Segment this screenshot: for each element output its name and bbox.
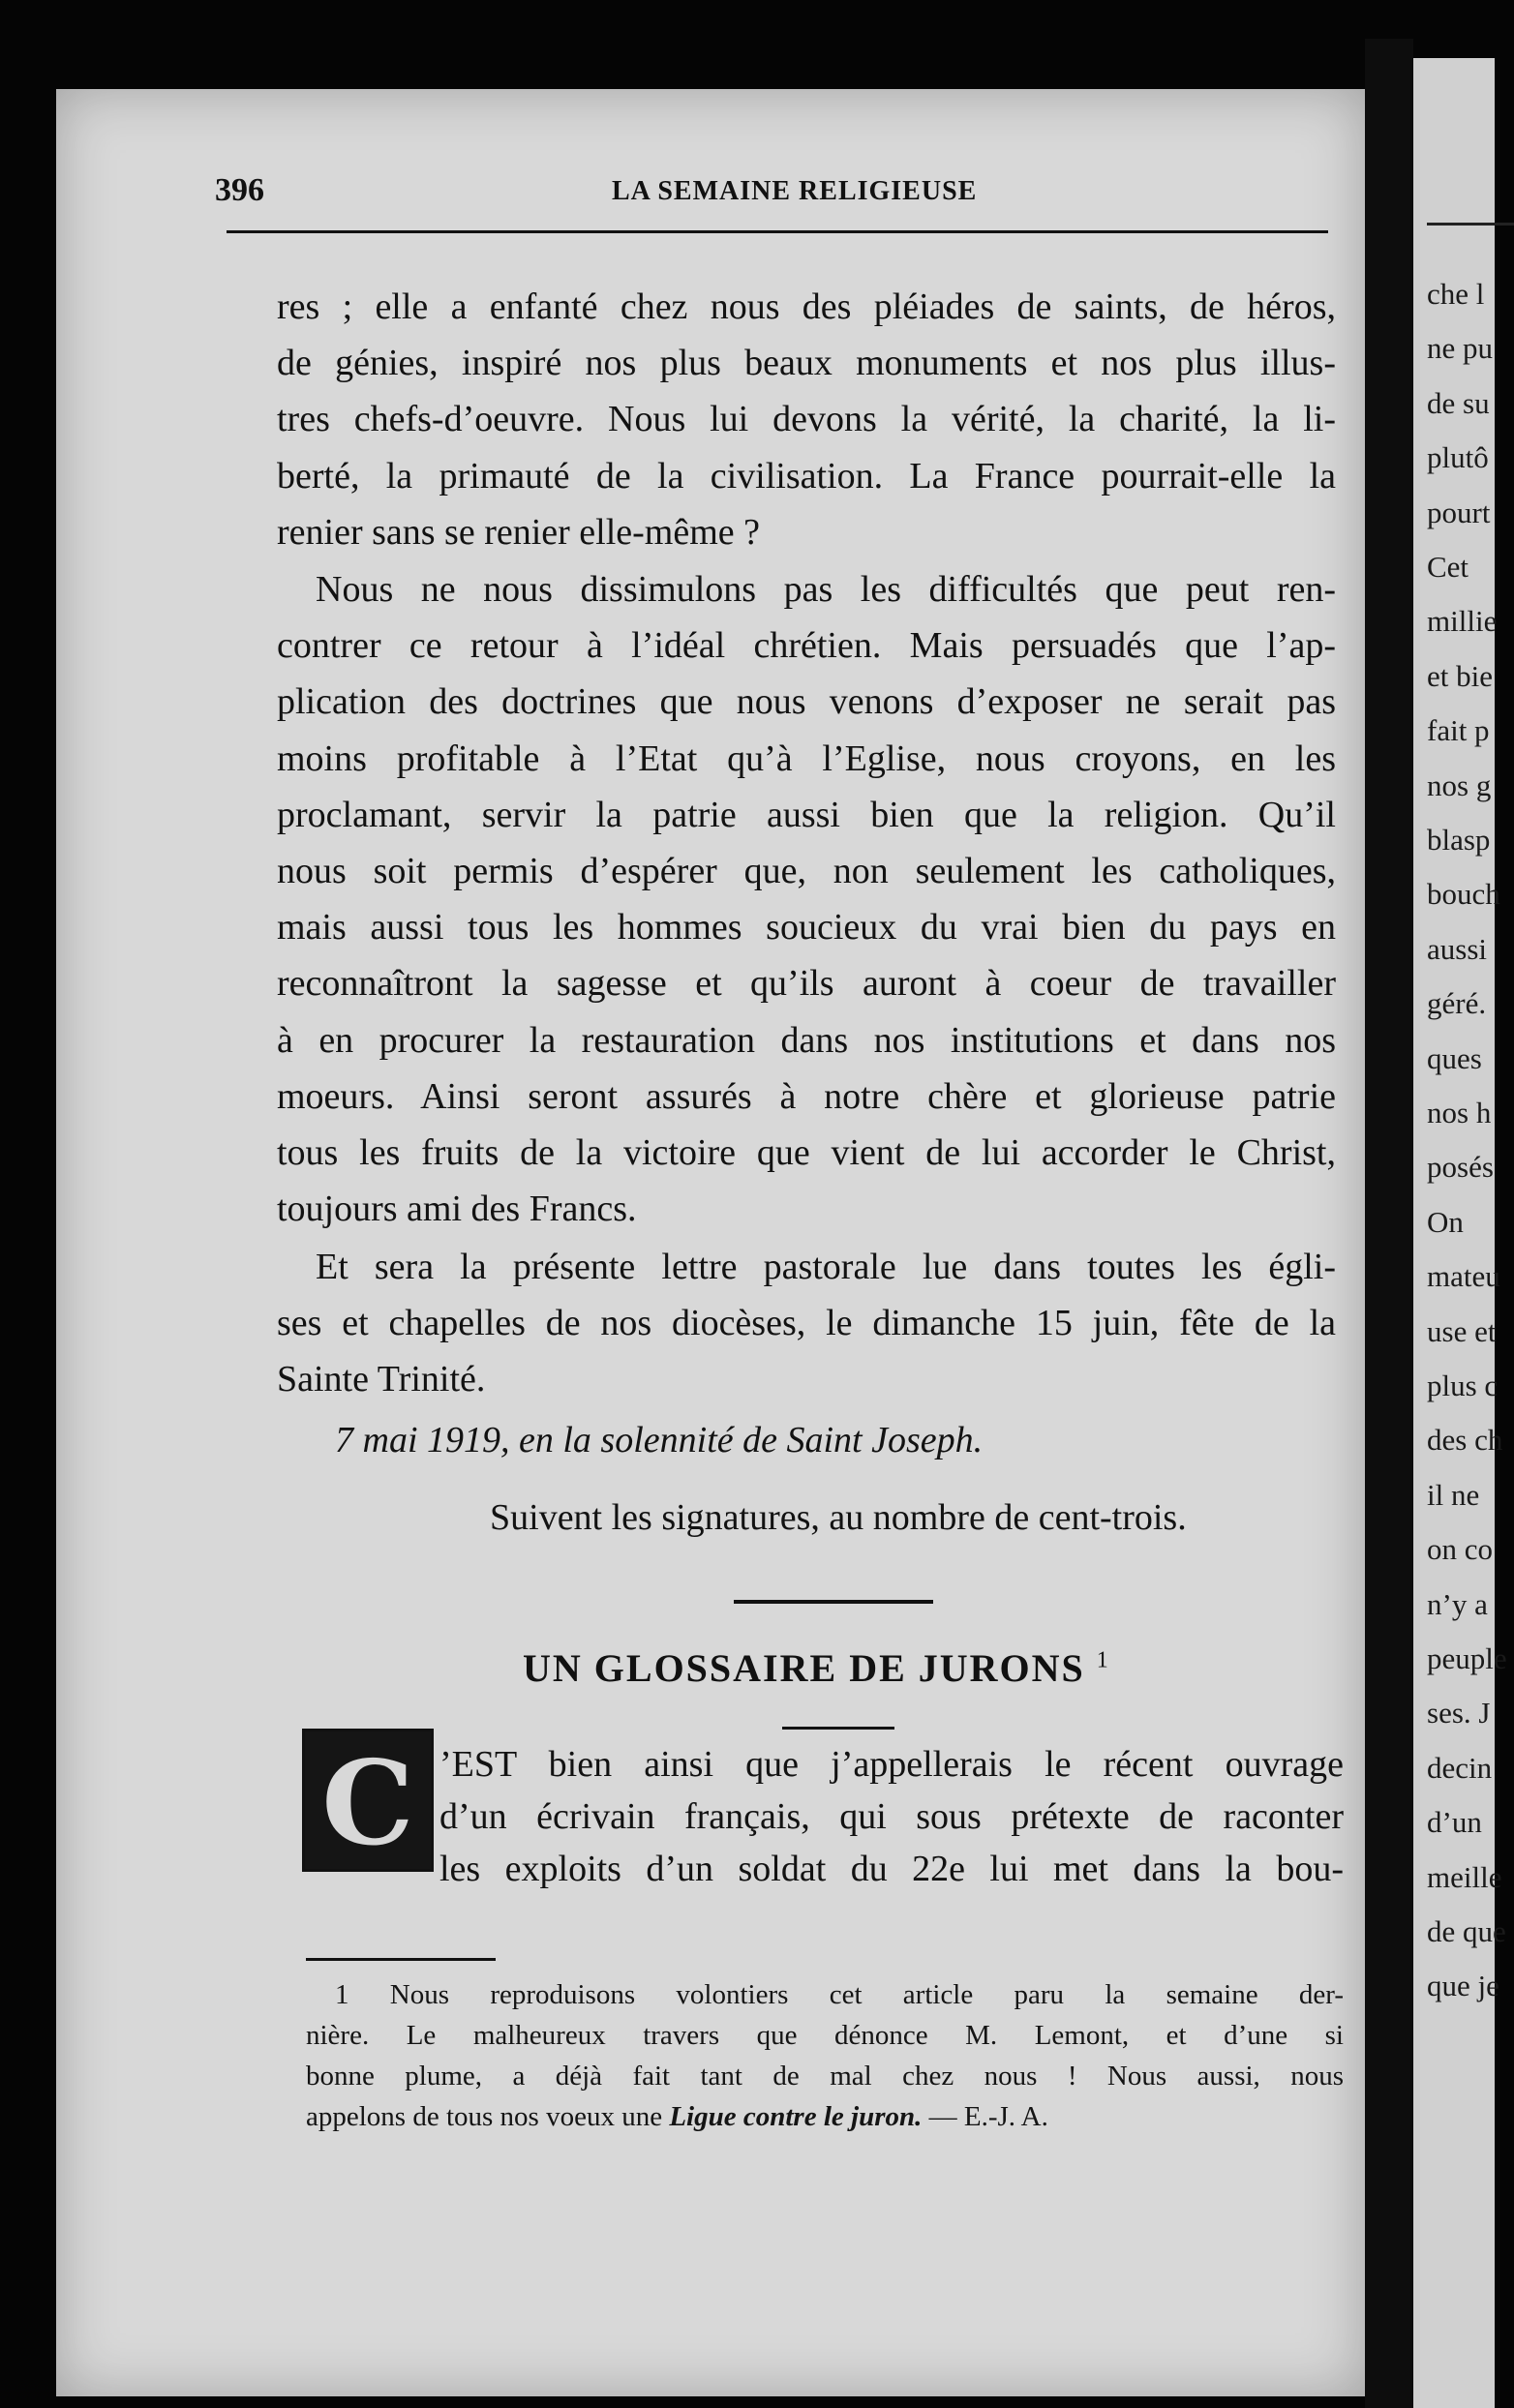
facing-page-line: blasp xyxy=(1427,823,1491,857)
facing-page-line: plus c xyxy=(1427,1369,1499,1402)
header-rule xyxy=(227,230,1328,233)
text-line: tres chefs-d’oeuvre. Nous lui devons la vérité, la charité, la li- xyxy=(277,399,1336,440)
page-header xyxy=(215,172,1338,217)
facing-page-line: d’un xyxy=(1427,1805,1482,1840)
text-line: res ; elle a enfanté chez nous des pléiades de saints, de héros, xyxy=(277,286,1336,327)
text-line: les exploits d’un soldat du 22e lui met dans la bou- xyxy=(439,1849,1344,1889)
text-line: berté, la primauté de la civilisation. La France pourrait-elle la xyxy=(277,455,1336,497)
facing-page-line: nos g xyxy=(1427,768,1492,802)
footnote-rule xyxy=(306,1958,496,1961)
footnote-text: appelons de tous nos voeux une xyxy=(306,2101,663,2132)
text-line: tous les fruits de la victoire que vient de lui accorder le Christ, xyxy=(277,1132,1336,1174)
text-line: plication des doctrines que nous venons d’exposer ne serait pas xyxy=(277,681,1336,723)
facing-page-line: use et xyxy=(1427,1313,1497,1348)
text-line: moeurs. Ainsi seront assurés à notre chère et glorieuse patrie xyxy=(277,1075,1336,1117)
facing-page-line: aussi xyxy=(1427,931,1487,966)
facing-page-line: géré. xyxy=(1427,986,1487,1021)
page-number: 396 xyxy=(215,172,264,208)
facing-page-line: Cet xyxy=(1427,550,1469,584)
facing-page-line: decin xyxy=(1427,1750,1493,1785)
facing-page-line: On xyxy=(1427,1204,1464,1239)
footnote-italic-text: Ligue contre le juron. xyxy=(669,2101,923,2132)
running-title: LA SEMAINE RELIGIEUSE xyxy=(612,176,978,206)
text-line: reconnaîtront la sagesse et qu’ils auront à coeur de travailler xyxy=(277,963,1336,1005)
facing-page-line: et bie xyxy=(1427,658,1493,693)
facing-page-line: peuple xyxy=(1427,1641,1507,1675)
date-line: 7 mai 1919, en la solennité de Saint Joseph. xyxy=(335,1420,984,1460)
facing-page-header-rule xyxy=(1427,223,1514,226)
text-line: de génies, inspiré nos plus beaux monuments et nos plus illus- xyxy=(277,343,1336,384)
text-line: ’EST bien ainsi que j’appellerais le récent ouvrage xyxy=(439,1744,1344,1785)
footnote-line: bonne plume, a déjà fait tant de mal chez nous ! Nous aussi, nous xyxy=(306,2061,1344,2092)
article-opening xyxy=(439,1738,1344,1895)
footnote-line xyxy=(306,2096,1344,2137)
facing-page-line: il ne xyxy=(1427,1477,1480,1512)
article-title-text: UN GLOSSAIRE DE JURONS xyxy=(523,1646,1085,1690)
text-line: moins profitable à l’Etat qu’à l’Eglise, nous croyons, en les xyxy=(277,737,1336,779)
paragraph-3 xyxy=(277,1239,1336,1408)
facing-page-line: des ch xyxy=(1427,1423,1503,1458)
facing-page-line: millie xyxy=(1427,604,1498,639)
section-divider xyxy=(734,1600,933,1604)
article-title xyxy=(523,1645,1110,1691)
facing-page-line: nos h xyxy=(1427,1096,1492,1129)
text-line: toujours ami des Francs. xyxy=(277,1189,637,1230)
facing-page-line: bouch xyxy=(1427,877,1500,912)
facing-page-line: meille xyxy=(1427,1859,1502,1894)
footnote-reference: 1 xyxy=(1096,1647,1110,1673)
footnote-line: nière. Le malheureux travers que dénonce M. Lemont, et d’une si xyxy=(306,2020,1344,2051)
facing-page-line: n’y a xyxy=(1427,1586,1488,1621)
text-line: renier sans se renier elle-même ? xyxy=(277,511,761,553)
facing-page-line: ques xyxy=(1427,1040,1482,1075)
footnote-attribution: — E.-J. A. xyxy=(928,2101,1048,2132)
footnote xyxy=(306,1974,1344,2137)
title-underline xyxy=(782,1727,894,1730)
facing-page-line: plutô xyxy=(1427,440,1489,475)
text-line: contrer ce retour à l’idéal chrétien. Mais persuadés que l’ap- xyxy=(277,625,1336,667)
text-line: proclamant, servir la patrie aussi bien que la religion. Qu’il xyxy=(277,794,1336,835)
facing-page-line: de su xyxy=(1427,385,1490,420)
facing-page-line: ne pu xyxy=(1427,331,1494,366)
paragraph-1 xyxy=(277,279,1336,560)
text-line: mais aussi tous les hommes soucieux du vrai bien du pays en xyxy=(277,907,1336,948)
drop-cap-letter: C xyxy=(321,1735,414,1872)
drop-cap xyxy=(302,1729,434,1872)
facing-page-line: de que xyxy=(1427,1914,1506,1948)
facing-page-line: ses. J xyxy=(1427,1696,1491,1731)
facing-page-line: on co xyxy=(1427,1532,1494,1567)
text-line: Sainte Trinité. xyxy=(277,1359,486,1400)
facing-page-line: fait p xyxy=(1427,713,1490,748)
facing-page-line: posés xyxy=(1427,1150,1494,1185)
signatures-line: Suivent les signatures, au nombre de cent-trois. xyxy=(490,1497,1187,1538)
text-line: ses et chapelles de nos diocèses, le dimanche 15 juin, fête de la xyxy=(277,1303,1336,1344)
book-gutter xyxy=(1365,39,1413,2408)
text-line: Et sera la présente lettre pastorale lue dans toutes les égli- xyxy=(316,1247,1336,1287)
paragraph-2 xyxy=(277,561,1336,1237)
facing-page-line: che l xyxy=(1427,277,1485,311)
footnote-line: 1 Nous reproduisons volontiers cet article paru la semaine der- xyxy=(335,1979,1344,2010)
facing-page-line: que je xyxy=(1427,1969,1499,2003)
facing-page-line: mateu xyxy=(1427,1259,1500,1294)
text-line: d’un écrivain français, qui sous prétexte de raconter xyxy=(439,1796,1344,1837)
text-line: Nous ne nous dissimulons pas les difficultés que peut ren- xyxy=(316,569,1336,610)
text-line: à en procurer la restauration dans nos institutions et dans nos xyxy=(277,1019,1336,1061)
text-line: nous soit permis d’espérer que, non seulement les catholiques, xyxy=(277,851,1336,892)
facing-page-fragment xyxy=(1413,58,1507,2408)
facing-page-line: pourt xyxy=(1427,495,1491,529)
